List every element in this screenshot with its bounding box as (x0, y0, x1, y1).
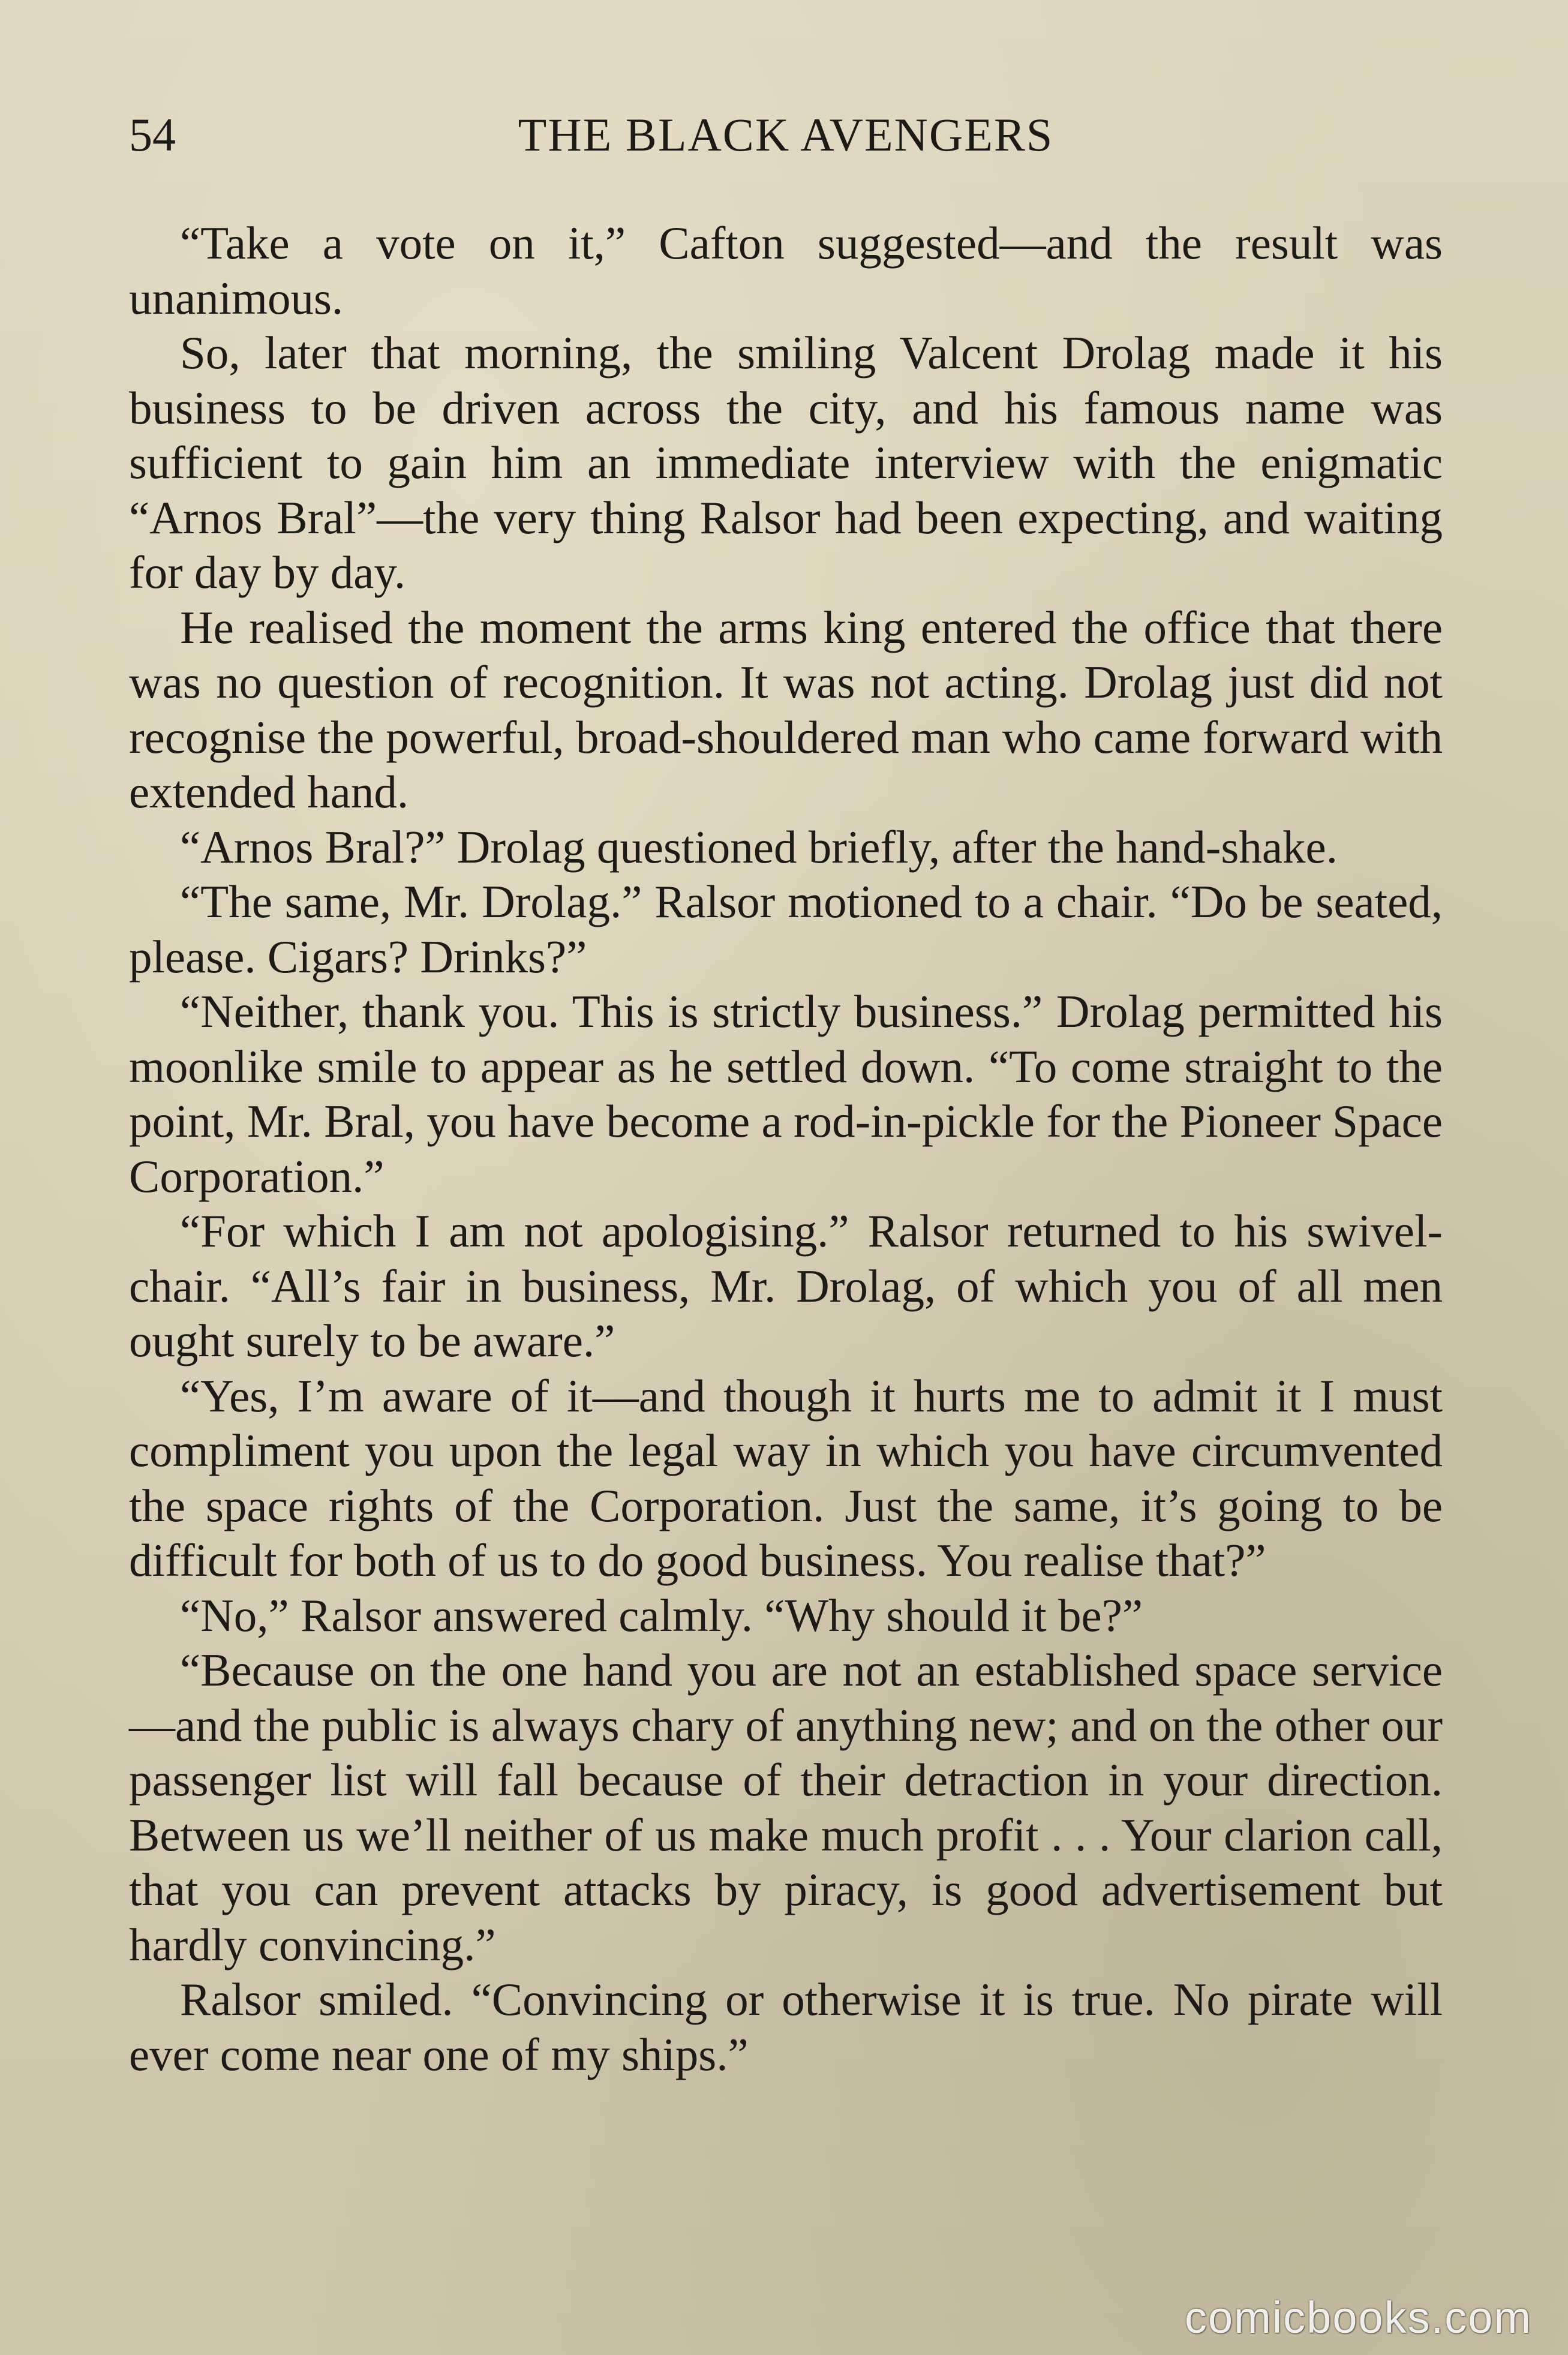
paragraph: He realised the moment the arms king entered the office that there was no question of recognition. It was not acting. Drolag just did not recognise the powerful, broad-shouldered man who came forward with extended hand. (129, 601, 1443, 818)
paragraph: “Neither, thank you. This is strictly business.” Drolag permitted his moonlike smile to appear as he settled down. “To come straight to the point, Mr. Bral, you have become a rod-in-pickle for the Pioneer Space Corporation.” (129, 986, 1443, 1202)
paragraph: “Take a vote on it,” Cafton suggested—and the result was unanimous. (129, 217, 1443, 324)
paragraph: “No,” Ralsor answered calmly. “Why should it be?” (180, 1589, 1143, 1641)
paragraph: “Arnos Bral?” Drolag questioned briefly, after the hand-shake. (180, 821, 1338, 873)
page-header (129, 102, 1443, 168)
page-number: 54 (129, 109, 176, 161)
body-text (129, 216, 1443, 2082)
paragraph: “For which I am not apologising.” Ralsor returned to his swivel-chair. “All’s fair in business, Mr. Drolag, of which you of all men ought surely to be aware.” (129, 1205, 1443, 1366)
paragraph: “Yes, I’m aware of it—and though it hurts me to admit it I must compliment you upon the legal way in which you have circumvented the space rights of the Corporation. Just the same, it’s going to be difficult for both of us to do good business. You realise that?” (129, 1369, 1443, 1586)
paragraph: “Because on the one hand you are not an established space service—and the public is always chary of anything new; and on the other our passenger list will fall because of their detraction in your direction. Between us we’ll neither of us make much profit . . . Your clarion call, that you can prevent attacks by piracy, is good advertisement but hardly convincing.” (129, 1644, 1443, 1970)
paragraph: So, later that morning, the smiling Valcent Drolag made it his business to be driven across the city, and his famous name was sufficient to gain him an immediate interview with the enigmatic “Arnos Bral”—the very thing Ralsor had been expecting, and waiting for day by day. (129, 327, 1443, 598)
paragraph: “The same, Mr. Drolag.” Ralsor motioned to a chair. “Do be seated, please. Cigars? Drinks?” (129, 876, 1443, 983)
paragraph: Ralsor smiled. “Convincing or otherwise it is true. No pirate will ever come near one of my ships.” (129, 1973, 1443, 2080)
watermark: comicbooks.com (1184, 2293, 1532, 2342)
running-title: THE BLACK AVENGERS (518, 109, 1054, 161)
